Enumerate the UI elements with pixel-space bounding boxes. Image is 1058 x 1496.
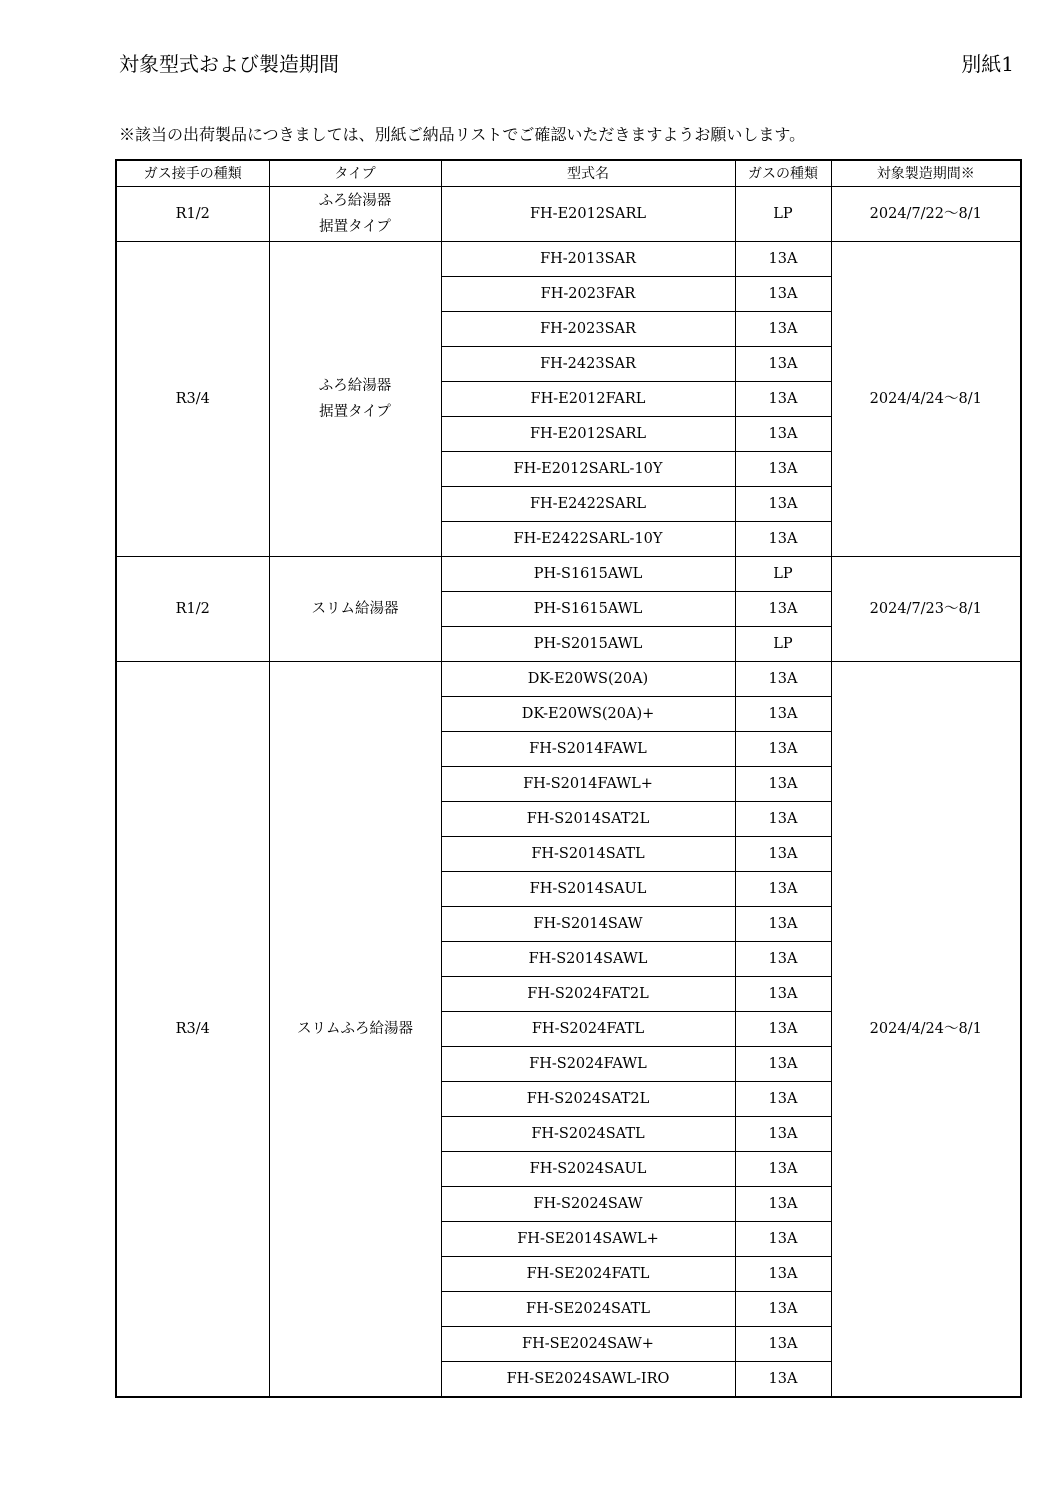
type-cell	[269, 662, 441, 1398]
model-name-cell: FH-E2422SARL-10Y	[441, 522, 735, 557]
gas-type-cell: 13A	[735, 767, 831, 802]
gas-type-cell: 13A	[735, 1082, 831, 1117]
gas-type-cell: 13A	[735, 662, 831, 697]
table-row	[116, 187, 1021, 242]
model-name-cell: FH-SE2024FATL	[441, 1257, 735, 1292]
model-name-cell: FH-S2014SAWL	[441, 942, 735, 977]
period-cell: 2024/7/22～8/1	[831, 187, 1021, 242]
target-models-table	[115, 159, 1022, 1398]
model-name-cell: FH-S2014SAT2L	[441, 802, 735, 837]
annex-label: 別紙1	[961, 52, 1014, 76]
header-period: 対象製造期間※	[831, 160, 1021, 187]
model-name-cell: FH-2023FAR	[441, 277, 735, 312]
type-line: スリムふろ給湯器	[297, 1021, 413, 1037]
gas-type-cell: 13A	[735, 872, 831, 907]
model-name-cell: FH-E2422SARL	[441, 487, 735, 522]
gas-type-cell: 13A	[735, 1292, 831, 1327]
model-name-cell: FH-2023SAR	[441, 312, 735, 347]
type-cell	[269, 187, 441, 242]
period-cell: 2024/4/24～8/1	[831, 242, 1021, 557]
model-name-cell: FH-2423SAR	[441, 347, 735, 382]
gas-type-cell: 13A	[735, 697, 831, 732]
connector-cell: R1/2	[116, 557, 269, 662]
notice-text: ※該当の出荷製品につきましては、別紙ご納品リストでご確認いただきますようお願いします。	[119, 125, 806, 144]
model-name-cell: FH-SE2024SATL	[441, 1292, 735, 1327]
model-name-cell: FH-S2024SAUL	[441, 1152, 735, 1187]
model-name-cell: DK-E20WS(20A)+	[441, 697, 735, 732]
connector-cell: R1/2	[116, 187, 269, 242]
model-name-cell: FH-E2012SARL	[441, 417, 735, 452]
table-row	[116, 242, 1021, 277]
model-name-cell: FH-S2024FAT2L	[441, 977, 735, 1012]
gas-type-cell: 13A	[735, 1257, 831, 1292]
type-cell	[269, 557, 441, 662]
model-name-cell: FH-SE2024SAW+	[441, 1327, 735, 1362]
type-cell	[269, 242, 441, 557]
gas-type-cell: 13A	[735, 1152, 831, 1187]
header-model: 型式名	[441, 160, 735, 187]
model-name-cell: DK-E20WS(20A)	[441, 662, 735, 697]
connector-cell: R3/4	[116, 242, 269, 557]
model-name-cell: PH-S2015AWL	[441, 627, 735, 662]
table-body	[116, 187, 1021, 1398]
gas-type-cell: 13A	[735, 802, 831, 837]
period-cell: 2024/4/24～8/1	[831, 662, 1021, 1398]
gas-type-cell: 13A	[735, 312, 831, 347]
gas-type-cell: 13A	[735, 1362, 831, 1398]
type-line: ふろ給湯器	[318, 378, 392, 394]
model-name-cell: FH-S2024SAT2L	[441, 1082, 735, 1117]
model-name-cell: FH-S2014SAUL	[441, 872, 735, 907]
connector-cell: R3/4	[116, 662, 269, 1398]
gas-type-cell: 13A	[735, 242, 831, 277]
model-name-cell: PH-S1615AWL	[441, 557, 735, 592]
model-name-cell: FH-S2014FAWL+	[441, 767, 735, 802]
gas-type-cell: 13A	[735, 907, 831, 942]
table-row	[116, 557, 1021, 592]
table-row	[116, 662, 1021, 697]
gas-type-cell: 13A	[735, 977, 831, 1012]
model-name-cell: FH-S2024FATL	[441, 1012, 735, 1047]
model-name-cell: FH-E2012SARL	[441, 187, 735, 242]
gas-type-cell: LP	[735, 557, 831, 592]
header-gas: ガスの種類	[735, 160, 831, 187]
model-name-cell: FH-SE2014SAWL+	[441, 1222, 735, 1257]
gas-type-cell: 13A	[735, 1222, 831, 1257]
gas-type-cell: 13A	[735, 942, 831, 977]
header-connector: ガス接手の種類	[116, 160, 269, 187]
gas-type-cell: 13A	[735, 1012, 831, 1047]
gas-type-cell: 13A	[735, 1047, 831, 1082]
gas-type-cell: 13A	[735, 732, 831, 767]
type-line: 据置タイプ	[319, 219, 391, 235]
gas-type-cell: 13A	[735, 347, 831, 382]
model-name-cell: FH-SE2024SAWL-IRO	[441, 1362, 735, 1398]
model-name-cell: FH-S2024SATL	[441, 1117, 735, 1152]
gas-type-cell: 13A	[735, 592, 831, 627]
gas-type-cell: 13A	[735, 277, 831, 312]
gas-type-cell: 13A	[735, 382, 831, 417]
model-name-cell: FH-E2012SARL-10Y	[441, 452, 735, 487]
gas-type-cell: 13A	[735, 1187, 831, 1222]
type-line: スリム給湯器	[311, 601, 399, 617]
model-name-cell: FH-S2014SAW	[441, 907, 735, 942]
model-name-cell: FH-2013SAR	[441, 242, 735, 277]
model-name-cell: FH-S2024SAW	[441, 1187, 735, 1222]
gas-type-cell: 13A	[735, 487, 831, 522]
gas-type-cell: LP	[735, 187, 831, 242]
gas-type-cell: 13A	[735, 1117, 831, 1152]
model-name-cell: FH-S2024FAWL	[441, 1047, 735, 1082]
model-name-cell: FH-S2014SATL	[441, 837, 735, 872]
gas-type-cell: LP	[735, 627, 831, 662]
gas-type-cell: 13A	[735, 417, 831, 452]
type-line: ふろ給湯器	[318, 193, 392, 209]
model-name-cell: PH-S1615AWL	[441, 592, 735, 627]
period-cell: 2024/7/23～8/1	[831, 557, 1021, 662]
header-type: タイプ	[269, 160, 441, 187]
model-name-cell: FH-S2014FAWL	[441, 732, 735, 767]
gas-type-cell: 13A	[735, 837, 831, 872]
gas-type-cell: 13A	[735, 1327, 831, 1362]
document-title: 対象型式および製造期間	[119, 52, 339, 76]
type-line: 据置タイプ	[319, 404, 391, 420]
gas-type-cell: 13A	[735, 522, 831, 557]
model-name-cell: FH-E2012FARL	[441, 382, 735, 417]
gas-type-cell: 13A	[735, 452, 831, 487]
table-header-row	[116, 160, 1021, 187]
